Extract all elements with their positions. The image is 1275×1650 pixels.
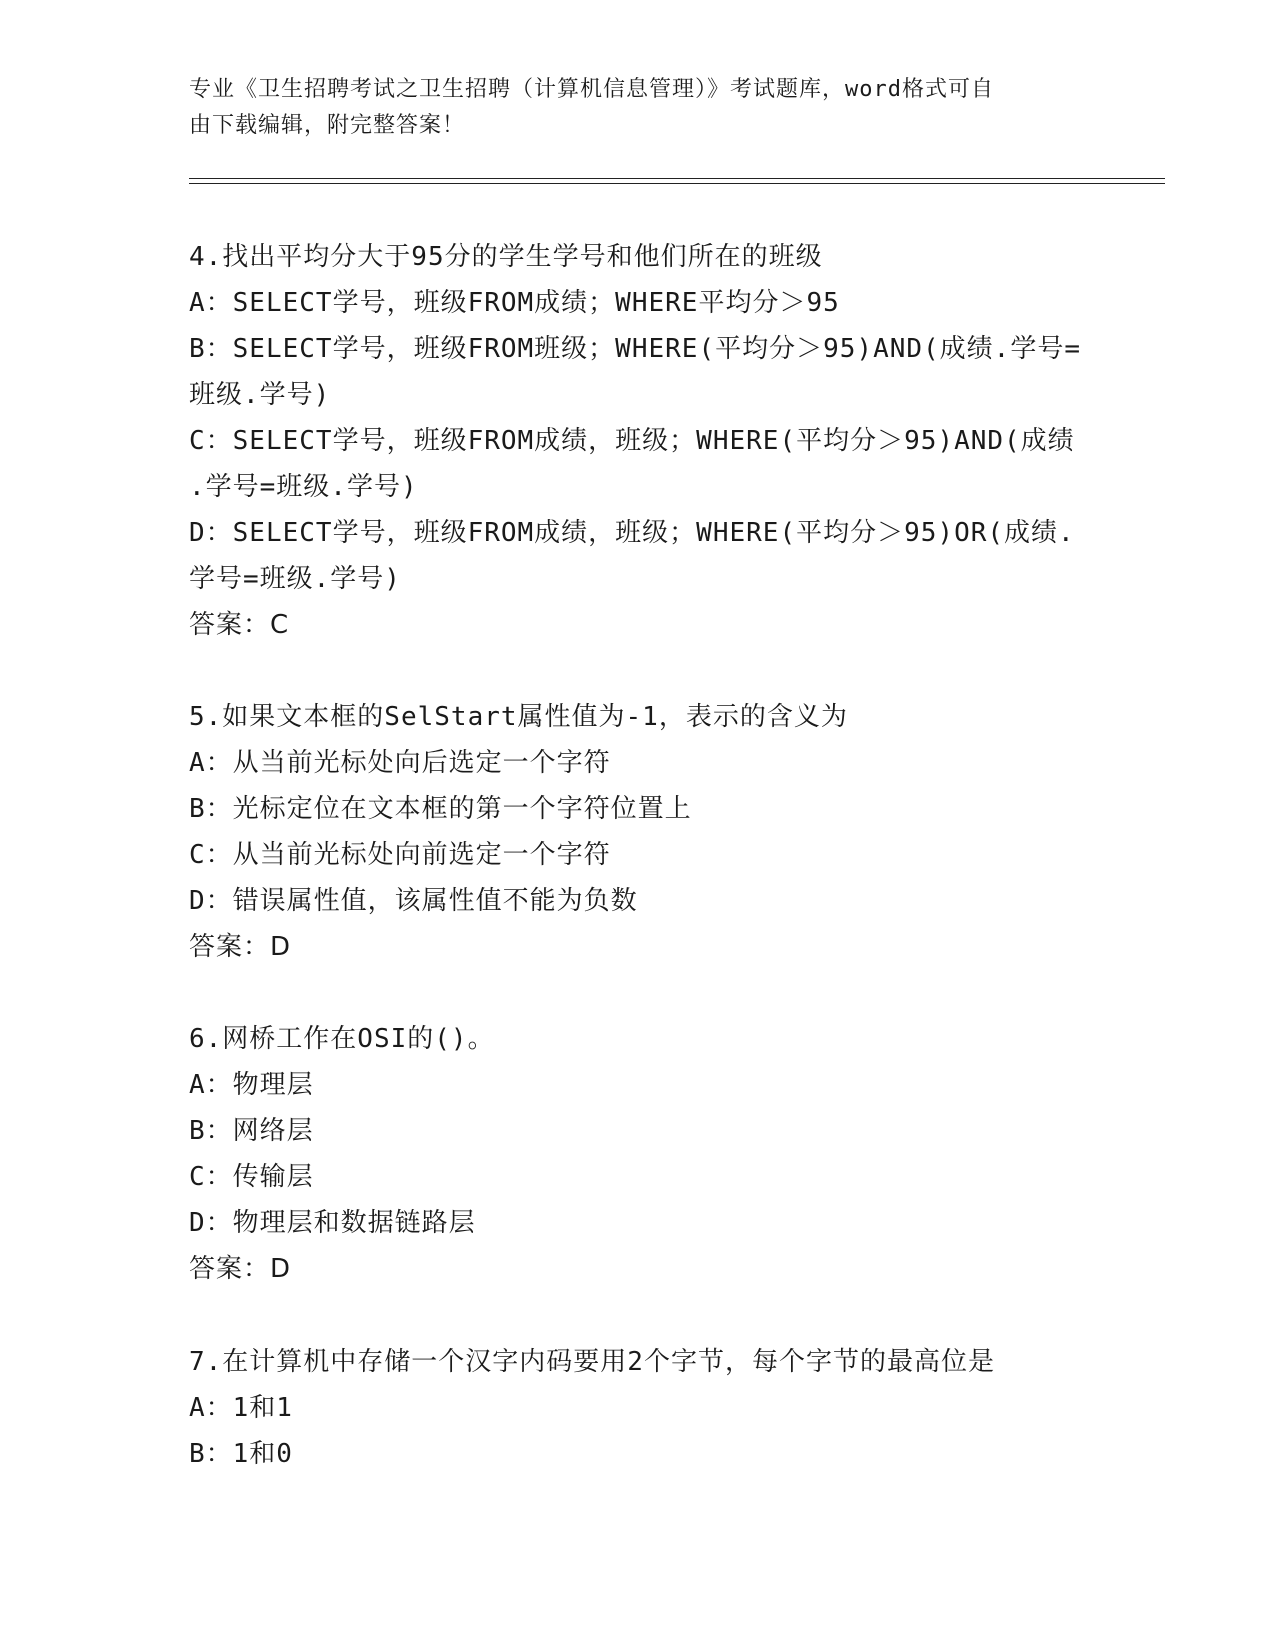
header-line-2: 由下载编辑，附完整答案！ bbox=[189, 113, 466, 138]
question-5-stem: 5.如果文本框的SelStart属性值为-1，表示的含义为 bbox=[189, 702, 848, 732]
question-4-option-c: C：SELECT学号，班级FROM成绩，班级；WHERE(平均分＞95)AND(成绩 bbox=[189, 426, 1075, 456]
question-7-stem: 7.在计算机中存储一个汉字内码要用2个字节，每个字节的最高位是 bbox=[189, 1347, 995, 1377]
question-4-option-c-cont: .学号=班级.学号) bbox=[189, 472, 418, 502]
question-7 bbox=[189, 1339, 1089, 1477]
question-4-option-b-cont: 班级.学号) bbox=[189, 380, 331, 410]
question-7-option-a: A：1和1 bbox=[189, 1393, 293, 1423]
question-7-option-b: B：1和0 bbox=[189, 1439, 293, 1469]
header-line-1: 专业《卫生招聘考试之卫生招聘（计算机信息管理）》考试题库，word格式可自 bbox=[189, 77, 994, 102]
question-4-option-b: B：SELECT学号，班级FROM班级；WHERE(平均分＞95)AND(成绩.学号= bbox=[189, 334, 1081, 364]
question-6-option-a: A：物理层 bbox=[189, 1070, 314, 1100]
question-4 bbox=[189, 234, 1089, 648]
question-5-option-c: C：从当前光标处向前选定一个字符 bbox=[189, 840, 611, 870]
question-5-answer: 答案：D bbox=[189, 932, 292, 962]
question-6-option-b: B：网络层 bbox=[189, 1116, 314, 1146]
question-4-option-a: A：SELECT学号，班级FROM成绩；WHERE平均分＞95 bbox=[189, 288, 840, 318]
question-6-stem: 6.网桥工作在OSI的()。 bbox=[189, 1024, 495, 1054]
question-4-option-d: D：SELECT学号，班级FROM成绩，班级；WHERE(平均分＞95)OR(成绩. bbox=[189, 518, 1075, 548]
document-header bbox=[189, 72, 1089, 144]
question-4-option-d-cont: 学号=班级.学号) bbox=[189, 564, 401, 594]
question-6-answer: 答案：D bbox=[189, 1254, 292, 1284]
header-divider-top bbox=[189, 178, 1165, 179]
question-5-option-a: A：从当前光标处向后选定一个字符 bbox=[189, 748, 611, 778]
header-divider-bottom bbox=[189, 183, 1165, 184]
question-5-option-d: D：错误属性值，该属性值不能为负数 bbox=[189, 886, 638, 916]
question-6-option-d: D：物理层和数据链路层 bbox=[189, 1208, 476, 1238]
question-6-option-c: C：传输层 bbox=[189, 1162, 314, 1192]
question-6 bbox=[189, 1016, 1089, 1292]
question-4-stem: 4.找出平均分大于95分的学生学号和他们所在的班级 bbox=[189, 242, 823, 272]
question-5 bbox=[189, 694, 1089, 970]
question-5-option-b: B：光标定位在文本框的第一个字符位置上 bbox=[189, 794, 692, 824]
question-4-answer: 答案：C bbox=[189, 610, 290, 640]
